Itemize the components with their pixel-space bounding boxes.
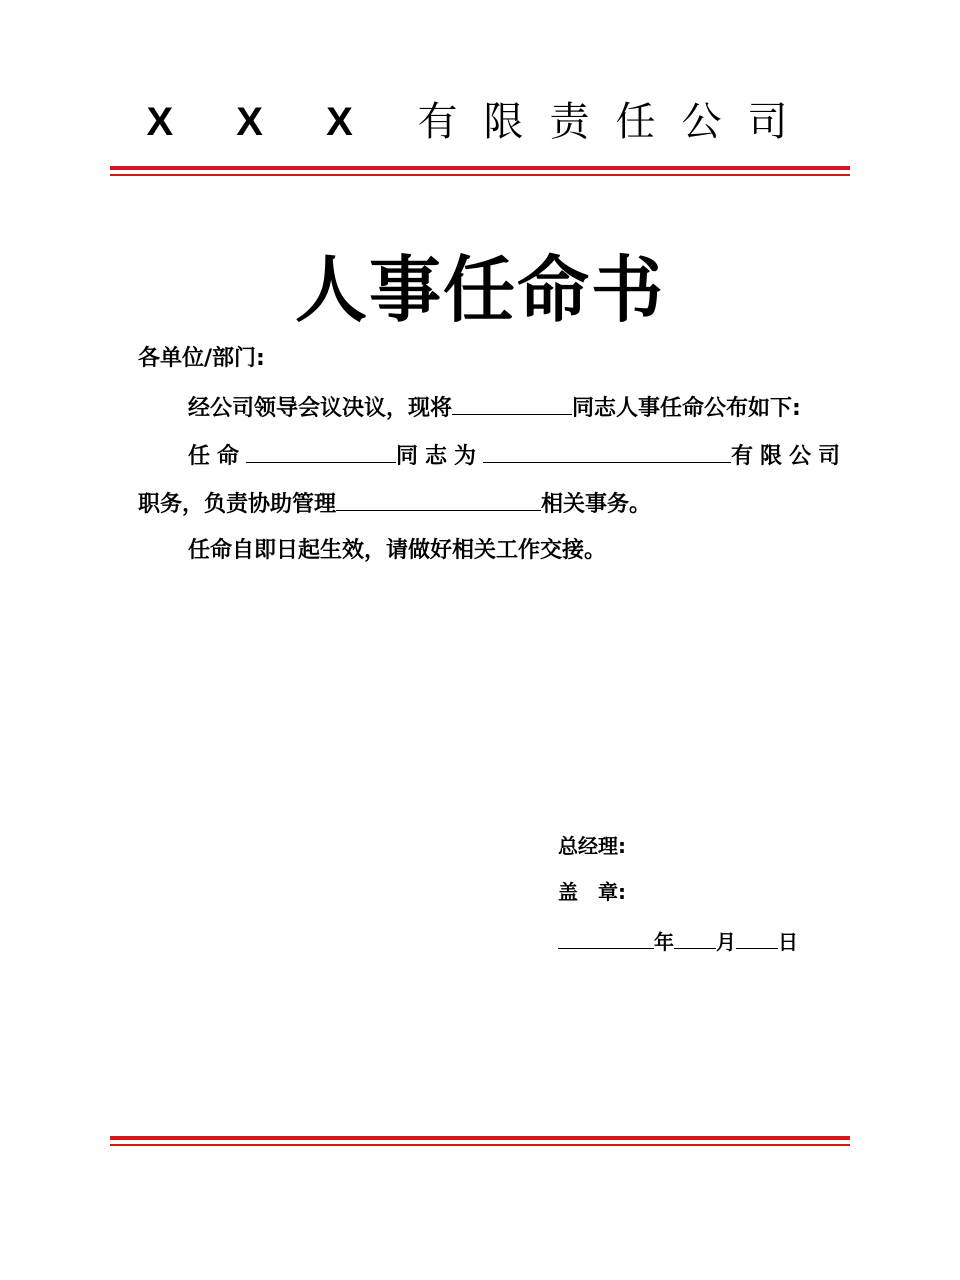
paragraph-3 [138, 488, 651, 520]
paragraph-4: 任命自即日起生效，请做好相关工作交接。 [188, 538, 607, 563]
month-label: 月 [716, 930, 736, 954]
appointee-blank[interactable] [246, 440, 396, 463]
month-blank[interactable] [674, 926, 716, 949]
document-title: 人事任命书 [294, 248, 665, 332]
name-blank[interactable] [452, 392, 572, 415]
paragraph-2 [188, 440, 847, 472]
bottom-rule-thin [110, 1144, 850, 1146]
day-blank[interactable] [736, 926, 778, 949]
day-label: 日 [778, 930, 798, 954]
paragraph-1 [188, 392, 801, 424]
bottom-rule-thick [110, 1136, 850, 1140]
paragraph-1-text-b: 同志人事任命公布如下: [572, 396, 801, 421]
company-name [0, 90, 960, 147]
paragraph-3-text-b: 相关事务。 [541, 492, 652, 517]
paragraph-2-text-a: 任命 [188, 444, 247, 469]
manager-label: 总经理: [558, 834, 626, 858]
date-line [558, 926, 798, 956]
top-rule-thin [110, 174, 850, 176]
paragraph-2-text-b: 同志为 [396, 444, 484, 469]
salutation: 各单位/部门: [138, 346, 265, 371]
company-name-suffix: 有限责任公司 [417, 99, 814, 145]
year-label: 年 [654, 930, 674, 954]
year-blank[interactable] [558, 926, 654, 949]
paragraph-3-text-a: 职务，负责协助管理 [138, 492, 337, 517]
scope-blank[interactable] [336, 488, 541, 511]
company-name-prefix: X X X [146, 100, 379, 144]
top-rule-thick [110, 166, 850, 170]
paragraph-2-text-c: 有限公司 [731, 444, 848, 469]
paragraph-1-text-a: 经公司领导会议决议，现将 [188, 396, 453, 421]
seal-label: 盖 章: [558, 880, 626, 904]
company-blank[interactable] [483, 440, 731, 463]
